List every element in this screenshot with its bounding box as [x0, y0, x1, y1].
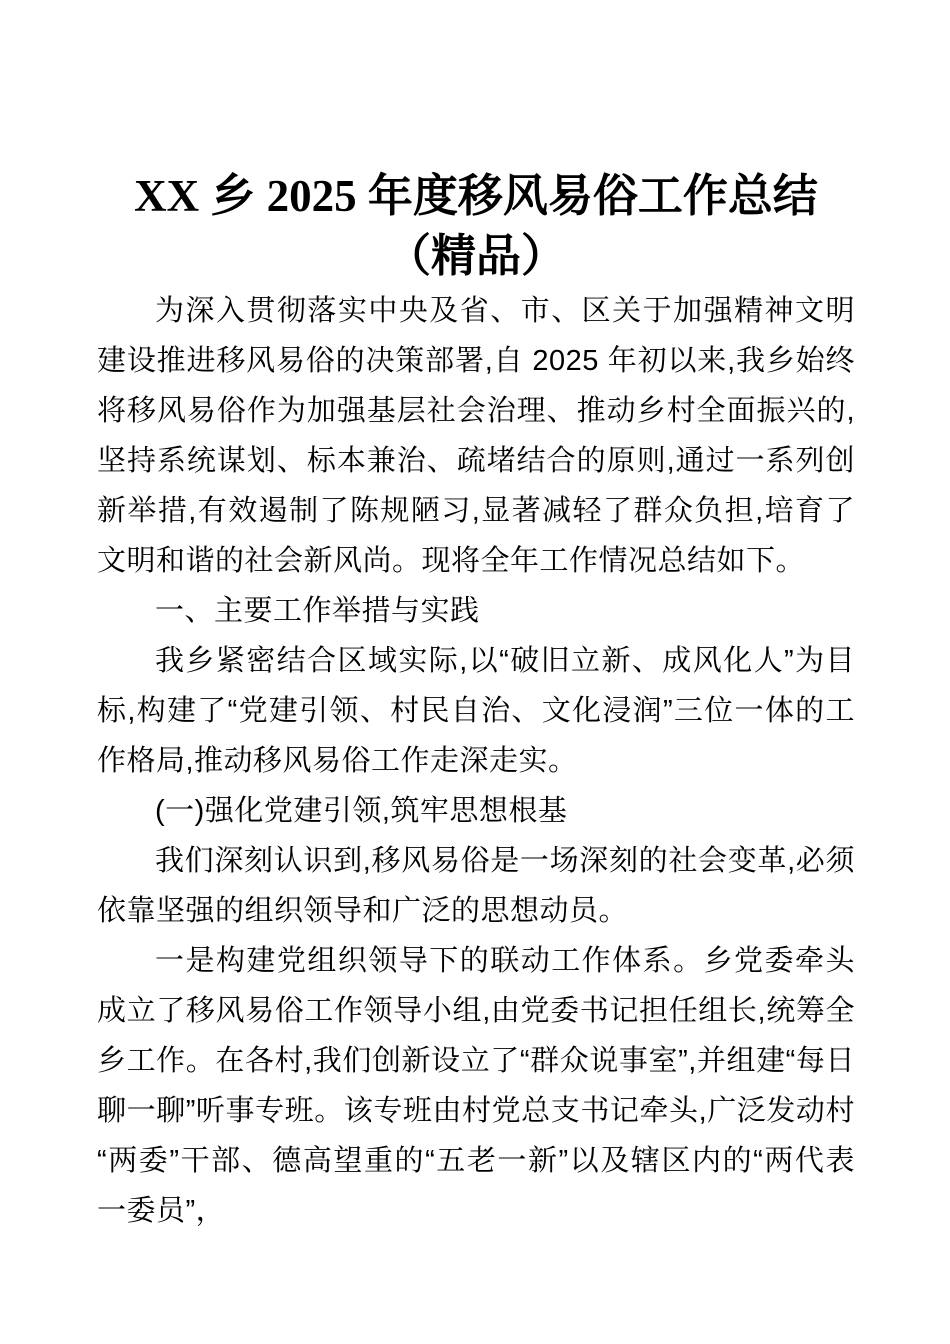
paragraph: 一是构建党组织领导下的联动工作体系。乡党委牵头成立了移风易俗工作领导小组,由党委书记担任组长,统筹全乡工作。在各村,我们创新设立了“群众说事室”,并组建“每日聊一聊”听事专班。该专班由村党总支书记牵头,广泛发动村“两委”干部、德高望重的“五老一新”以及辖区内的“两代表一委员”，: [97, 945, 855, 1227]
paragraph: 我乡紧密结合区域实际,以“破旧立新、成风化人”为目标,构建了“党建引领、村民自治、文化浸润”三位一体的工作格局,推动移风易俗工作走深走实。: [97, 645, 855, 777]
section-heading: 一、主要工作举措与实践: [155, 595, 480, 627]
document-title: XX 乡 2025 年度移风易俗工作总结（精品）: [134, 171, 818, 281]
paragraph: 为深入贯彻落实中央及省、市、区关于加强精神文明建设推进移风易俗的决策部署,自 2025 年初以来,我乡始终将移风易俗作为加强基层社会治理、推动乡村全面振兴的,坚持系统谋划、标本兼治、疏堵结合的原则,通过一系列创新举措,有效遏制了陈规陋习,显著减轻了群众负担,培育了文明和谐的社会新风尚。现将全年工作情况总结如下。: [97, 295, 855, 577]
paragraph: 我们深刻认识到,移风易俗是一场深刻的社会变革,必须依靠坚强的组织领导和广泛的思想动员。: [97, 845, 855, 927]
sub-section-heading: (一)强化党建引领,筑牢思想根基: [155, 795, 568, 827]
document-body: [97, 286, 855, 1236]
